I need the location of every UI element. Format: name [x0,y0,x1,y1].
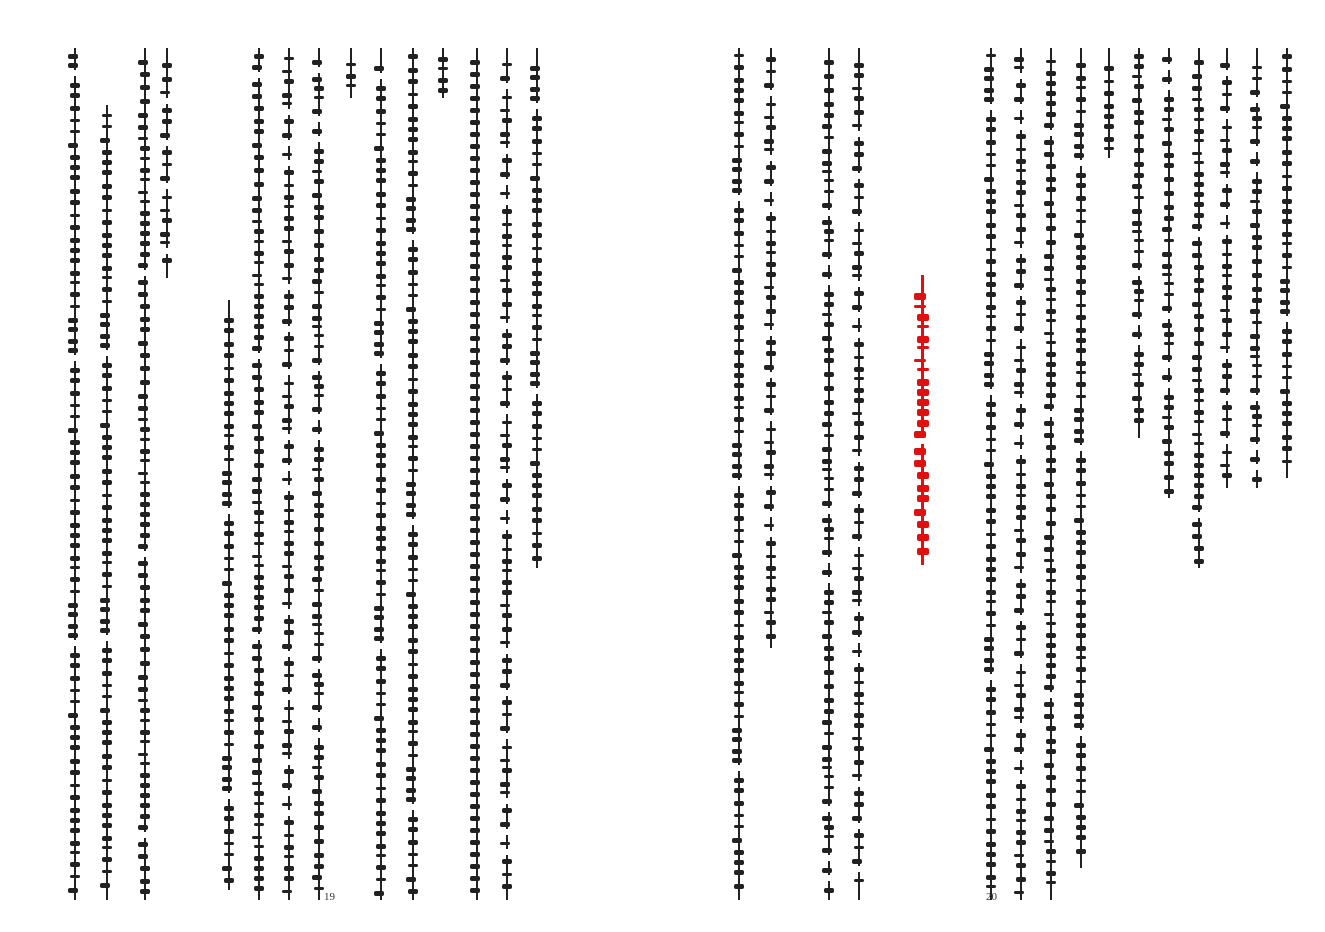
text-column [160,48,174,278]
text-column [1014,48,1028,900]
text-column [1192,48,1206,568]
text-column [252,48,266,900]
text-column [406,48,420,900]
text-column [470,48,484,900]
page-number-right: 20 [986,891,997,903]
text-column [984,48,998,900]
text-column [500,48,514,900]
text-column [1044,48,1058,900]
text-column [1132,48,1146,438]
text-column [1074,48,1088,868]
text-column [530,48,544,568]
text-column [222,300,236,890]
text-column [68,48,82,900]
text-column [1102,48,1116,158]
right-page [662,0,1325,932]
text-column [282,48,296,900]
page-number-left: 19 [324,891,335,903]
text-column [312,48,326,900]
text-column [764,48,778,648]
text-column [822,48,836,900]
chapter-heading [914,275,932,565]
text-column [344,48,358,98]
text-column [374,48,388,900]
text-column [732,48,746,900]
left-page [0,0,662,932]
text-column [1250,48,1264,488]
text-column [852,48,866,900]
text-column [100,105,114,900]
text-column [1162,48,1176,498]
text-column [1220,48,1234,488]
text-column [1280,48,1294,478]
text-column [138,48,152,900]
text-column [436,48,450,98]
